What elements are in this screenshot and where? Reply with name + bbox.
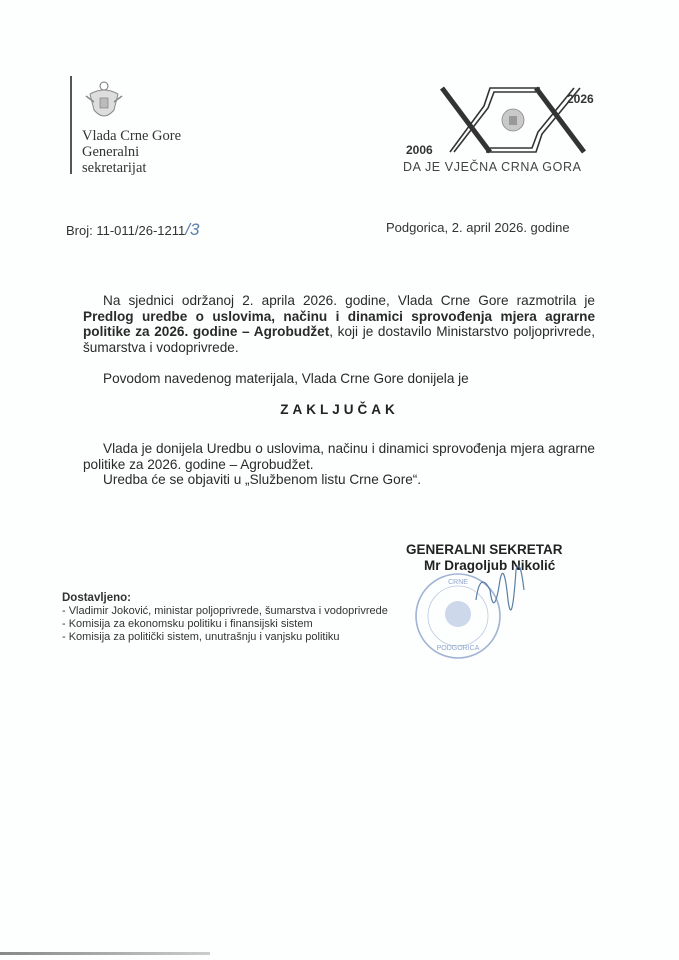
paragraph-conclusion-text: Vlada je donijela Uredbu o uslovima, načinu i dinamici sprovođenja mjera agrarne politike za 2026. godine – Agrobudžet.	[83, 441, 595, 472]
paragraph-conclusion	[83, 441, 595, 472]
signatory-title: GENERALNI SEKRETAR	[406, 542, 563, 557]
recipients-heading: Dostavljeno:	[62, 592, 132, 604]
conclusion-heading: ZAKLJUČAK	[280, 402, 399, 417]
svg-text:CRNE: CRNE	[448, 579, 468, 586]
coat-of-arms-icon	[84, 80, 124, 124]
scan-edge-artifact	[0, 952, 210, 955]
recipients-list	[62, 592, 388, 644]
paragraph-publication: Uredba će se objaviti u „Službenom listu Crne Gore“.	[103, 472, 422, 487]
handwritten-signature-icon	[470, 560, 530, 630]
svg-text:PODGORICA: PODGORICA	[436, 645, 480, 652]
institution-line-3: sekretarijat	[82, 160, 147, 176]
header-vertical-rule	[70, 76, 72, 174]
logo-year-start: 2006	[406, 143, 433, 157]
reference-handwritten-suffix: /3	[185, 220, 200, 239]
reference-number	[66, 220, 199, 240]
paragraph-session-intro: Na sjednici održanoj 2. aprila 2026. godine, Vlada Crne Gore razmotrila je	[103, 293, 595, 308]
logo-motto: DA JE VJEČNA CRNA GORA	[403, 160, 582, 174]
recipient-item: - Komisija za politički sistem, unutrašnju i vanjsku politiku	[62, 631, 340, 643]
institution-line-1: Vlada Crne Gore	[82, 128, 182, 144]
reference-number-text: Broj: 11-011/26-1211	[66, 223, 186, 238]
signatory-name: Mr Dragoljub Nikolić	[424, 558, 556, 573]
recipient-item: - Vladimir Joković, ministar poljoprivrede, šumarstva i vodoprivrede	[62, 605, 388, 617]
recipient-item: - Komisija za ekonomsku politiku i finansijski sistem	[62, 618, 313, 630]
place-and-date: Podgorica, 2. april 2026. godine	[386, 220, 570, 235]
institution-name	[82, 128, 181, 176]
institution-line-2: Generalni	[82, 144, 140, 160]
paragraph-decision-intro: Povodom navedenog materijala, Vlada Crne Gore donijela je	[103, 371, 469, 386]
logo-year-end: 2026	[567, 92, 594, 106]
paragraph-session	[83, 293, 595, 355]
paragraph-session-outro: , koji je dostavilo Ministarstvo poljoprivrede, šumarstva i vodoprivrede.	[83, 324, 595, 355]
anniversary-xx-logo-icon	[440, 86, 586, 154]
proposal-title: Predlog uredbe o uslovima, načinu i dinamici sprovođenja mjera agrarne politike za 2026. godine – Agrobudžet	[83, 308, 595, 339]
